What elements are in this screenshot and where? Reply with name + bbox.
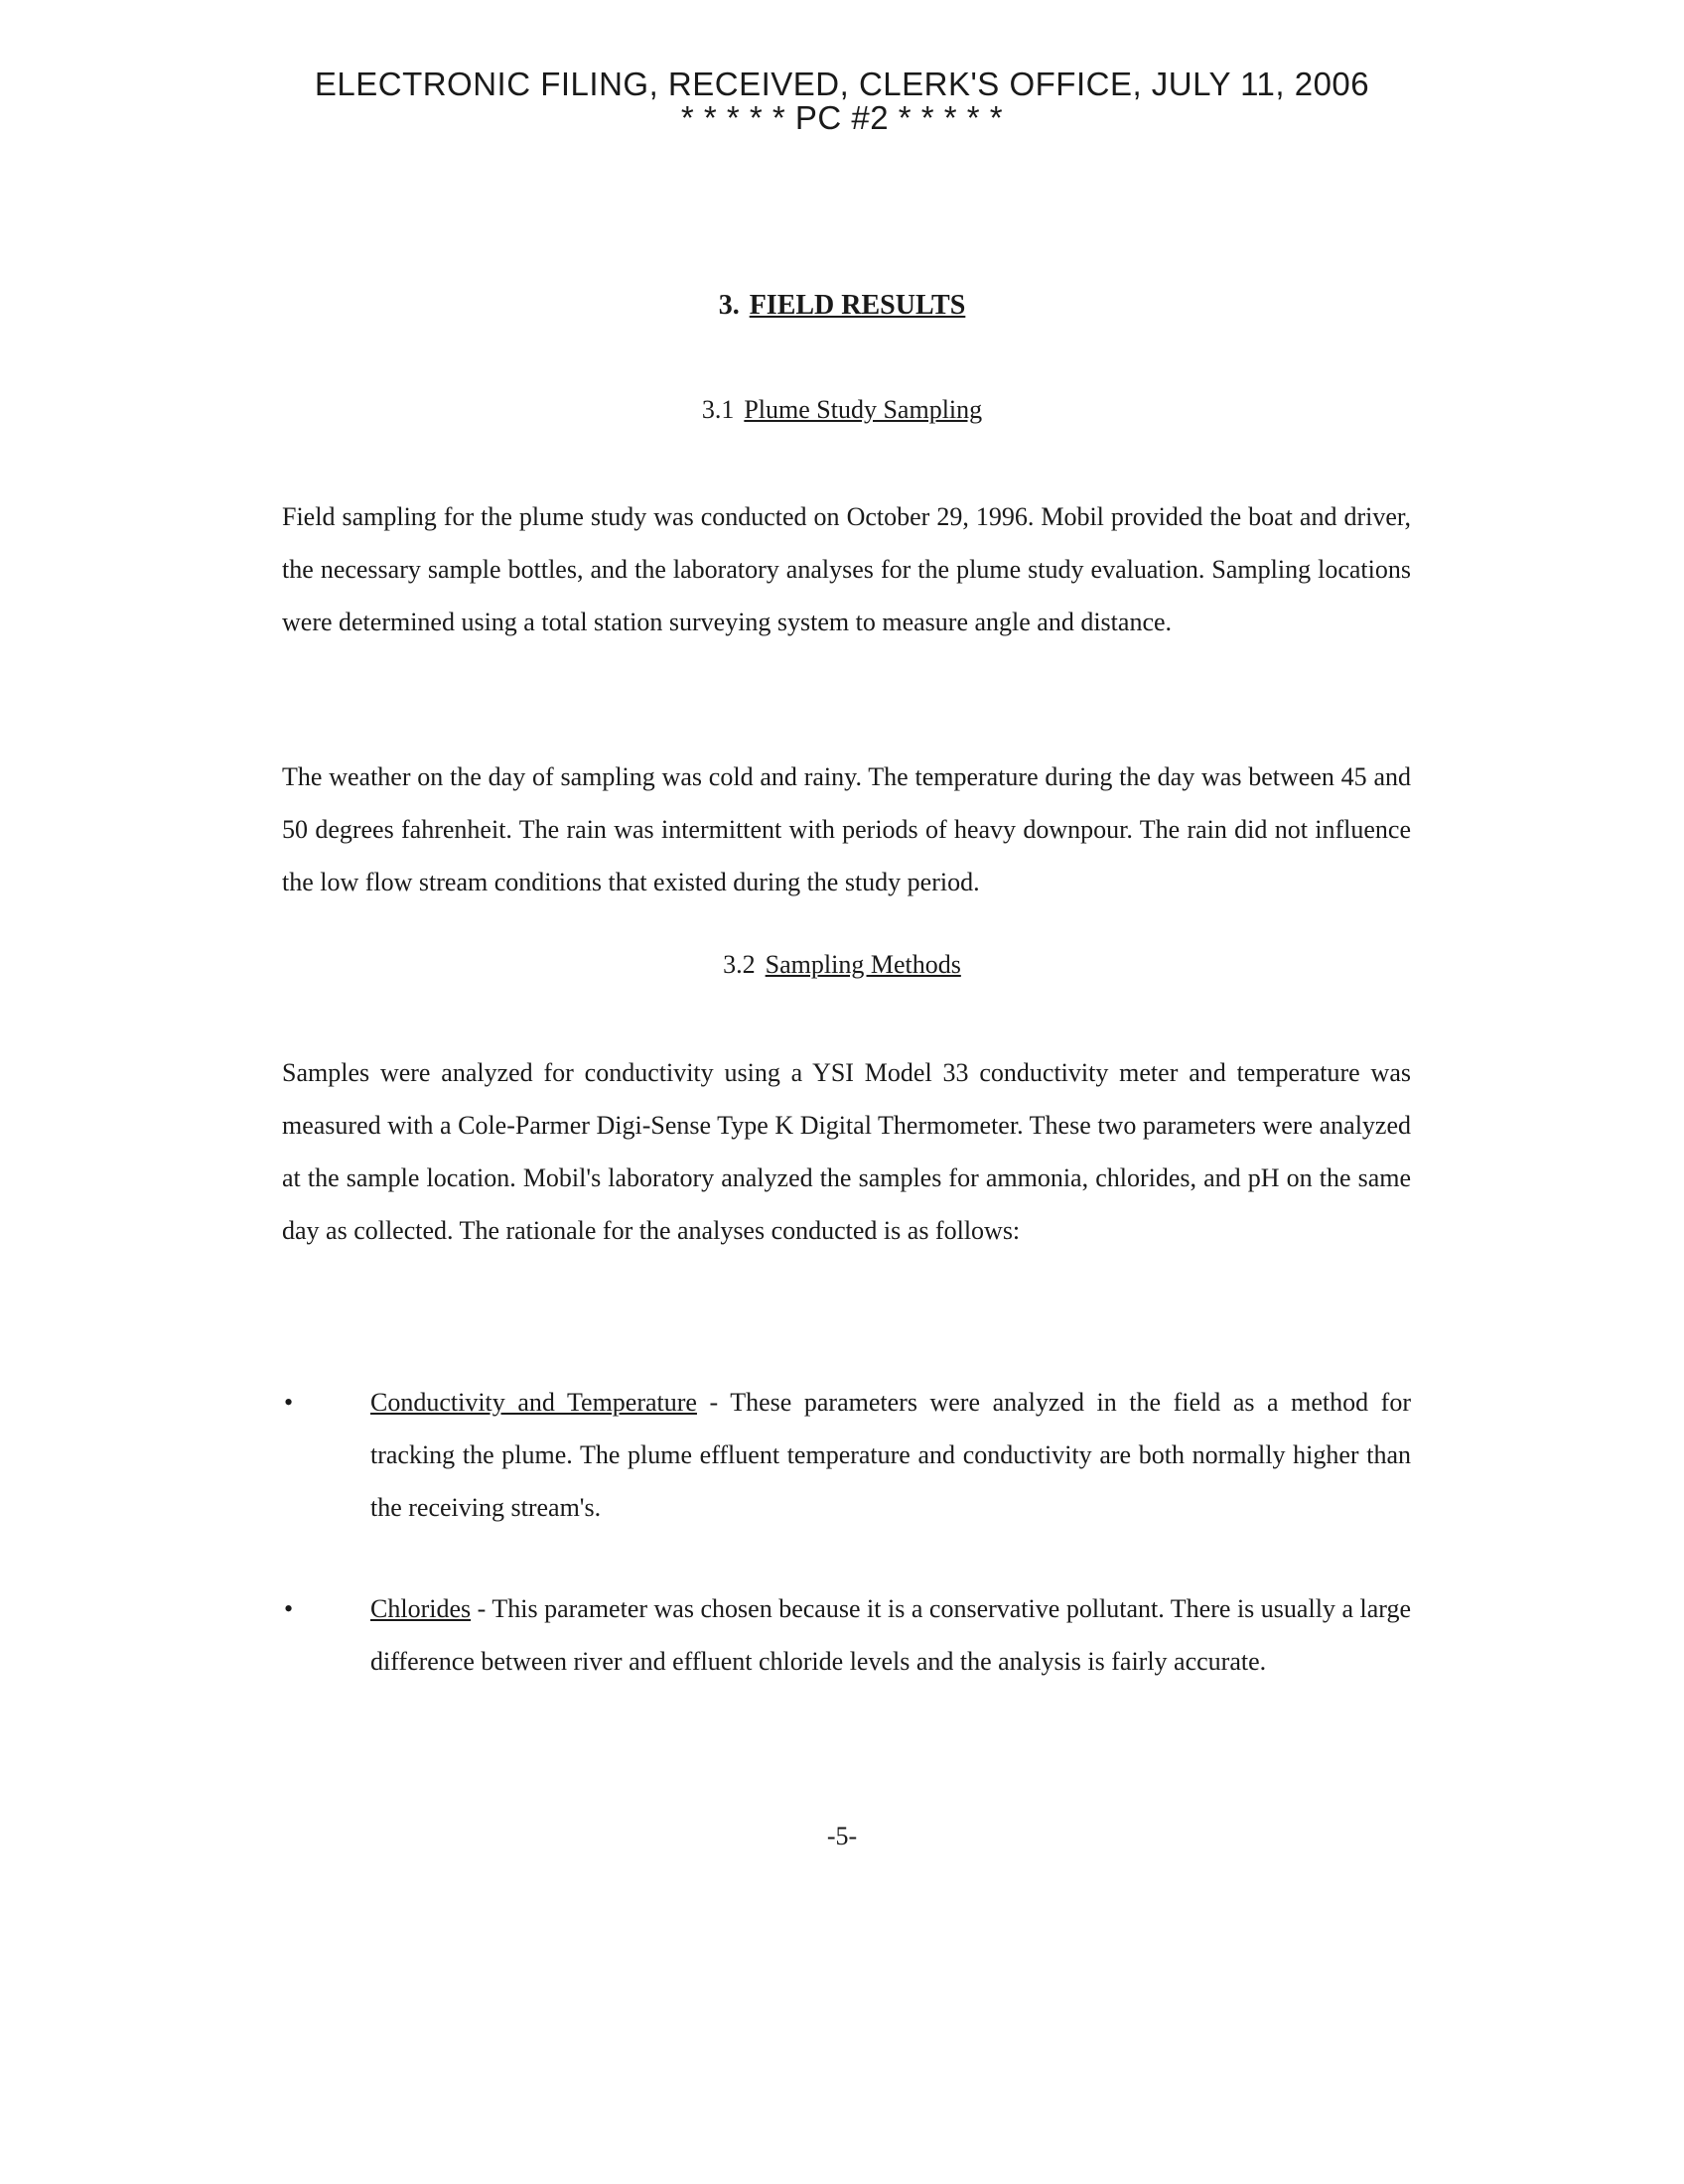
bullet-text xyxy=(370,1376,1411,1534)
bullet-lead: Chlorides xyxy=(370,1594,472,1623)
filing-stamp-line: ELECTRONIC FILING, RECEIVED, CLERK'S OFFICE, JULY 11, 2006 xyxy=(314,66,1370,102)
bullet-body: - This parameter was chosen because it is a conservative pollutant. There is usually a large difference between river and effluent chloride levels and the analysis is fairly accurate. xyxy=(370,1594,1411,1676)
paragraph-weather: The weather on the day of sampling was cold and rainy. The temperature during the day was between 45 and 50 degrees fahrenheit. The rain was intermittent with periods of heavy downpour. The rain did not influence the low flow stream conditions that existed during the study period. xyxy=(282,762,1411,896)
subsection-number: 3.2 xyxy=(723,950,756,979)
section-title: FIELD RESULTS xyxy=(749,290,966,321)
subsection-title: Plume Study Sampling xyxy=(744,395,983,424)
paragraph-field-sampling: Field sampling for the plume study was conducted on October 29, 1996. Mobil provided the boat and driver, the necessary sample bottles, and the laboratory analyses for the plume study evaluation. Sampling locations were determined using a total station surveying system to measure angle and distance. xyxy=(282,502,1411,636)
pc-number-stamp: * * * * * PC #2 * * * * * xyxy=(680,99,1004,136)
section-heading xyxy=(0,290,1684,322)
bullet-body: - These parameters were analyzed in the field as a method for tracking the plume. The plume effluent temperature and conductivity are both normally higher than the receiving stream's. xyxy=(370,1388,1411,1522)
bullet-item-chlorides xyxy=(282,1582,1411,1688)
subsection-number: 3.1 xyxy=(701,395,735,424)
section-number: 3. xyxy=(718,290,740,321)
bullet-icon: • xyxy=(284,1594,294,1623)
paragraph-sampling-methods: Samples were analyzed for conductivity using a YSI Model 33 conductivity meter and temperature was measured with a Cole-Parmer Digi-Sense Type K Digital Thermometer. These two parameters were analyzed at the sample location. Mobil's laboratory analyzed the samples for ammonia, chlorides, and pH on the same day as collected. The rationale for the analyses conducted is as follows: xyxy=(282,1058,1411,1245)
bullet-text xyxy=(370,1582,1411,1688)
subsection-title: Sampling Methods xyxy=(765,950,961,979)
bullet-item-conductivity xyxy=(282,1376,1411,1534)
subsection-heading-plume-study xyxy=(0,395,1684,425)
bullet-icon: • xyxy=(284,1388,294,1417)
page-number: -5- xyxy=(826,1822,858,1850)
subsection-heading-sampling-methods xyxy=(0,950,1684,980)
bullet-lead: Conductivity and Temperature xyxy=(370,1388,697,1417)
